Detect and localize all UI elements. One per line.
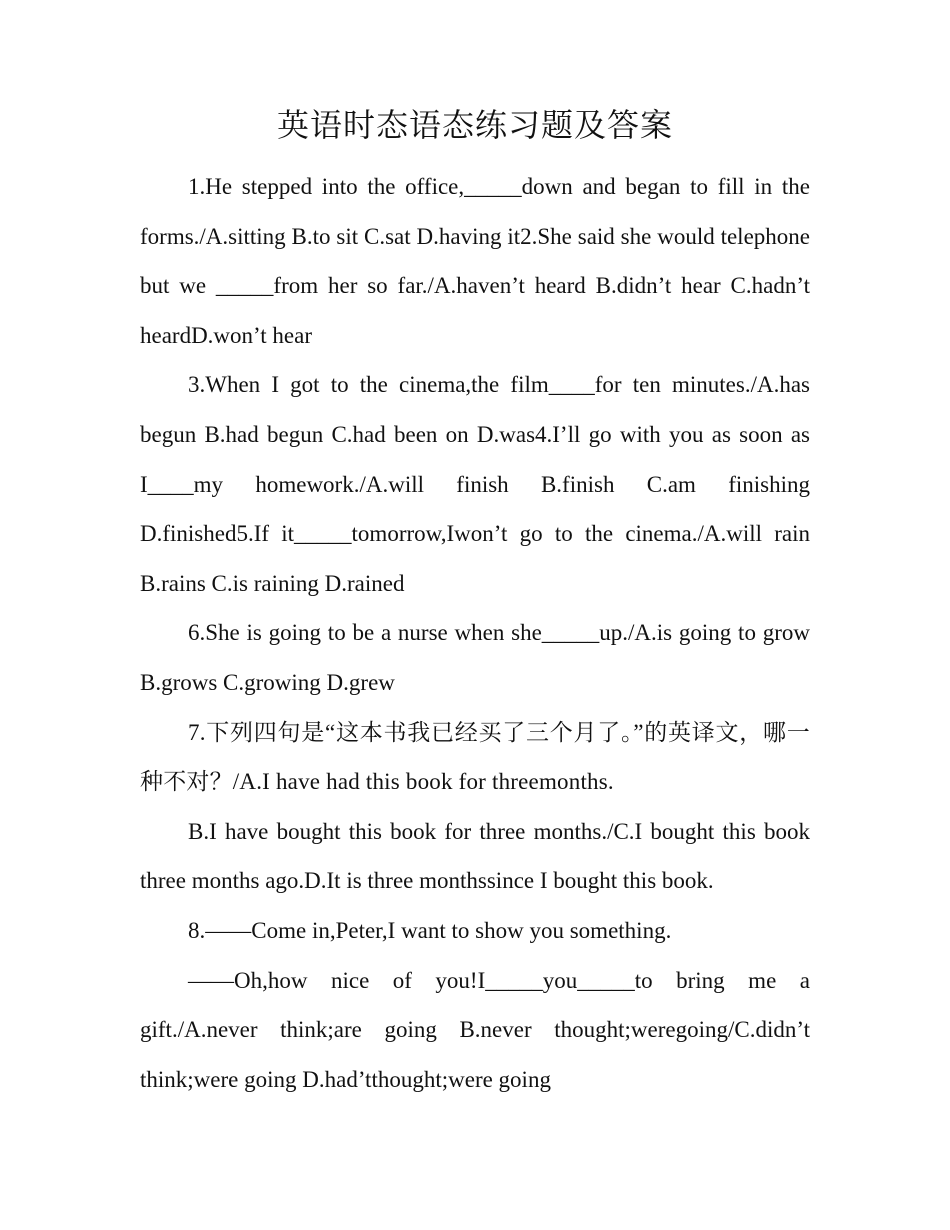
document-page	[140, 100, 810, 1104]
question-paragraph-1: 1.He stepped into the office,_____down and began to fill in the forms./A.sitting B.to sit C.sat D.having it2.She said she would telephone but we _____from her so far./A.haven’t heard B.didn’t hear C.hadn’t heardD.won’t hear	[140, 174, 810, 348]
question-paragraph-7-options: B.I have bought this book for three months./C.I bought this book three months ago.D.It is three monthssince I bought this book.	[140, 818, 810, 894]
question-paragraph-7: 7.下列四句是“这本书我已经买了三个月了。”的英译文，哪一种不对？/A.I have had this book for threemonths.	[140, 719, 810, 795]
question-paragraph-8-reply: ——Oh,how nice of you!I_____you_____to bring me a gift./A.never think;are going B.never thought;weregoing/C.didn’t think;were going D.had’tthought;were going	[140, 967, 810, 1092]
document-title: 英语时态语态练习题及答案	[276, 106, 673, 144]
question-paragraph-8: 8.——Come in,Peter,I want to show you something.	[188, 917, 672, 943]
question-paragraph-6: 6.She is going to be a nurse when she_____up./A.is going to grow B.grows C.growing D.grew	[140, 620, 810, 695]
question-paragraph-3: 3.When I got to the cinema,the film____for ten minutes./A.has begun B.had begun C.had been on D.was4.I’ll go with you as soon as I____my homework./A.will finish B.finish C.am finishing D.finished5.If it_____tomorrow,Iwon’t go to the cinema./A.will rain B.rains C.is raining D.rained	[140, 372, 810, 596]
